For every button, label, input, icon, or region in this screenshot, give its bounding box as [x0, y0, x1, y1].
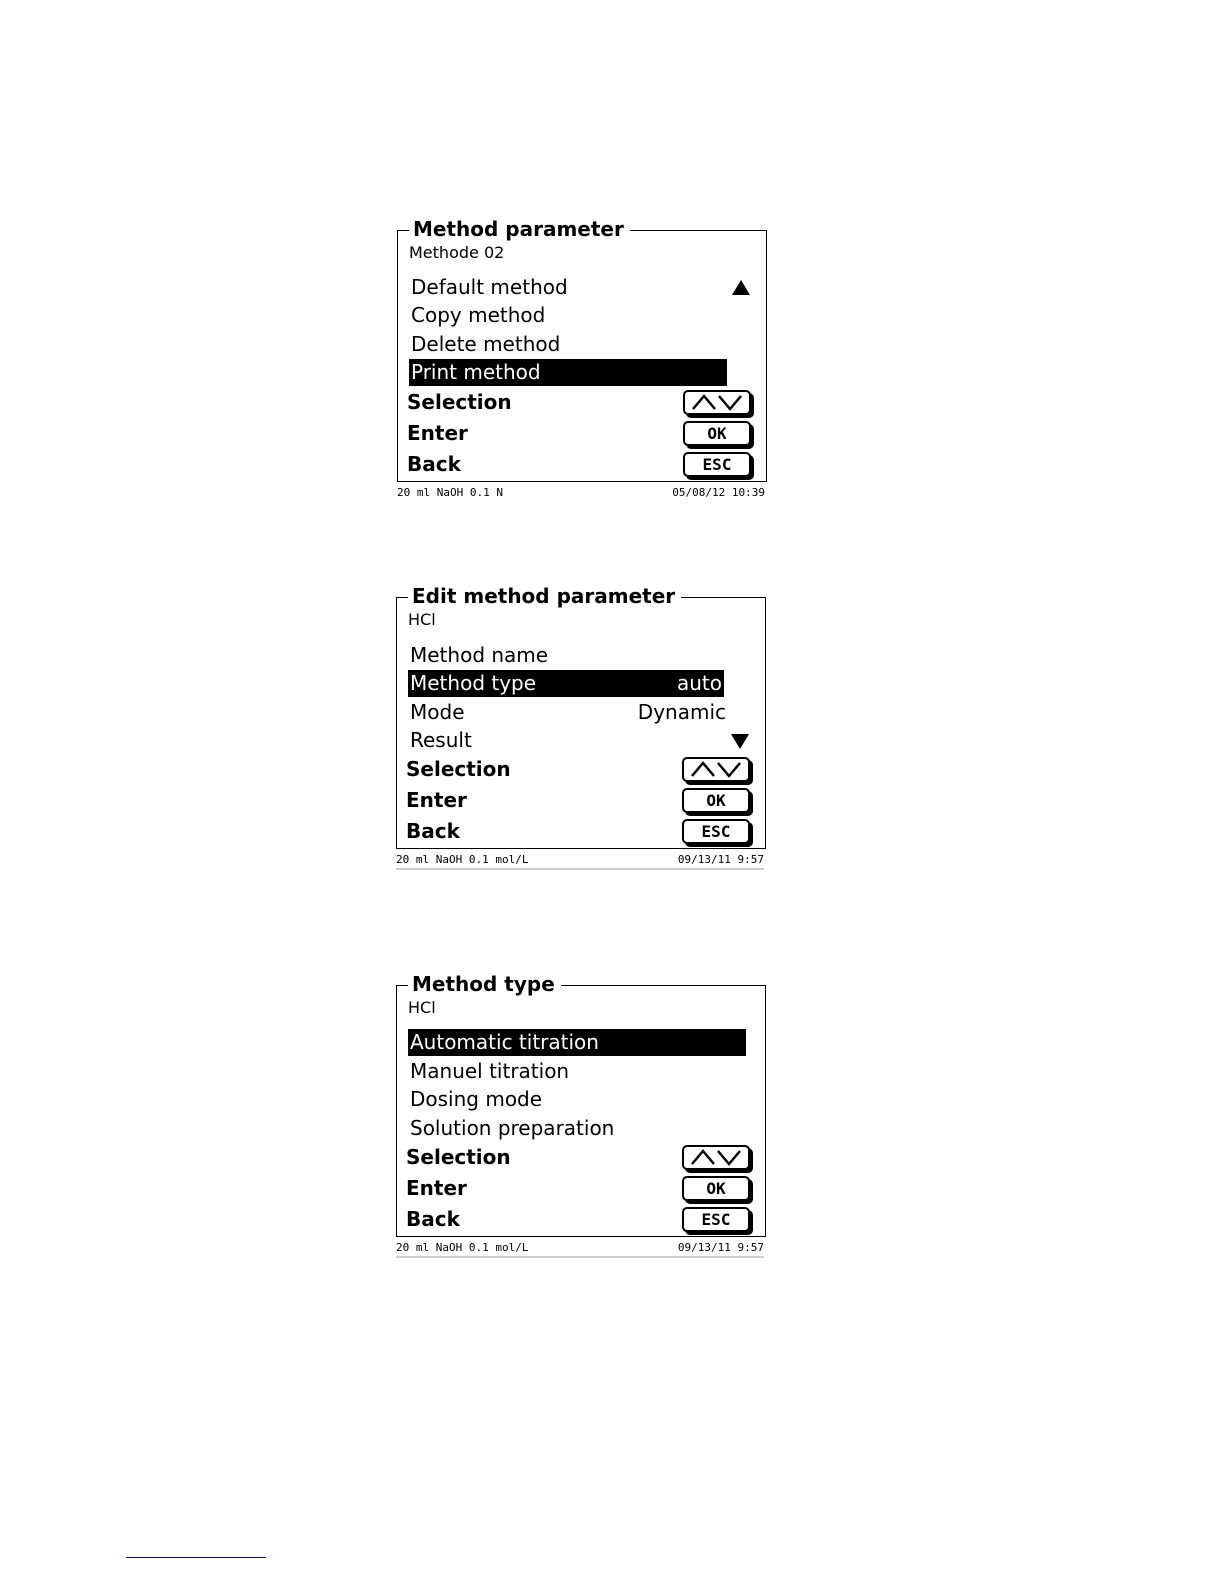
screen-subtitle: HCl [408, 610, 436, 629]
back-label: Back [406, 819, 460, 843]
up-down-arrow-key[interactable] [682, 1145, 750, 1170]
menu-item-value [726, 727, 728, 754]
screen-subtitle: HCl [408, 998, 436, 1017]
menu-item-value: auto [676, 671, 722, 695]
enter-label: Enter [407, 421, 468, 445]
ok-key[interactable]: OK [683, 421, 751, 446]
enter-label: Enter [406, 1176, 467, 1200]
up-down-arrow-key[interactable] [683, 390, 751, 415]
reagent-info: 20 ml NaOH 0.1 mol/L [396, 1241, 529, 1254]
esc-key[interactable]: ESC [682, 819, 750, 844]
menu-item-label: Dosing mode [410, 1087, 543, 1111]
screen-method-type [396, 972, 768, 1265]
footnote-rule [126, 1557, 266, 1558]
enter-label: Enter [406, 788, 467, 812]
menu-item-mode[interactable] [410, 699, 728, 726]
menu-item-label: Delete method [411, 332, 561, 356]
menu-item-default-method[interactable] [411, 274, 731, 301]
menu-item-label: Copy method [411, 303, 546, 327]
menu-item-label: Mode [410, 700, 465, 724]
reagent-info: 20 ml NaOH 0.1 N [397, 486, 503, 499]
esc-key[interactable]: ESC [682, 1207, 750, 1232]
selection-label: Selection [406, 1145, 511, 1169]
screen-title: Edit method parameter [408, 585, 681, 607]
back-label: Back [407, 452, 461, 476]
menu-item-label: Solution preparation [410, 1116, 615, 1140]
back-label: Back [406, 1207, 460, 1231]
up-down-arrow-key[interactable] [682, 757, 750, 782]
status-bar [397, 486, 765, 500]
screen-method-parameter [397, 217, 769, 510]
menu-item-label: Print method [411, 360, 541, 384]
menu-item-label: Method name [410, 643, 549, 667]
menu-item-copy-method[interactable] [411, 302, 731, 329]
menu-item-delete-method[interactable] [411, 331, 731, 358]
screen-title: Method parameter [409, 218, 630, 240]
menu-item-value: Dynamic [637, 700, 726, 724]
scroll-down-icon[interactable] [731, 734, 749, 749]
selection-label: Selection [407, 390, 512, 414]
datetime: 09/13/11 9:57 [677, 1241, 764, 1254]
menu-item-method-name[interactable] [410, 642, 728, 669]
esc-key[interactable]: ESC [683, 452, 751, 477]
screen-subtitle: Methode 02 [409, 243, 505, 262]
datetime: 09/13/11 9:57 [677, 853, 764, 866]
status-bar [396, 853, 764, 870]
ok-key[interactable]: OK [682, 788, 750, 813]
menu-item-label: Result [410, 728, 472, 752]
ok-key[interactable]: OK [682, 1176, 750, 1201]
menu-item-label: Automatic titration [410, 1030, 599, 1054]
menu-item-label: Default method [411, 275, 568, 299]
up-down-arrows-icon [688, 760, 744, 779]
screen-edit-method-parameter [396, 584, 768, 877]
menu-item-value [726, 642, 728, 669]
selection-label: Selection [406, 757, 511, 781]
screen-title: Method type [408, 973, 561, 995]
menu-item-method-type[interactable] [408, 670, 724, 697]
up-down-arrows-icon [689, 393, 745, 412]
menu-item-automatic-titration[interactable] [408, 1029, 746, 1056]
menu-item-label: Manuel titration [410, 1059, 570, 1083]
menu-item-solution-preparation[interactable] [410, 1115, 746, 1142]
reagent-info: 20 ml NaOH 0.1 mol/L [396, 853, 529, 866]
menu-item-dosing-mode[interactable] [410, 1086, 746, 1113]
menu-item-print-method[interactable] [409, 359, 727, 386]
up-down-arrows-icon [688, 1148, 744, 1167]
menu-item-label: Method type [410, 671, 537, 695]
status-bar [396, 1241, 764, 1258]
scroll-up-icon[interactable] [732, 280, 750, 295]
datetime: 05/08/12 10:39 [672, 486, 765, 499]
menu-item-manuel-titration[interactable] [410, 1058, 746, 1085]
menu-item-result[interactable] [410, 727, 728, 754]
